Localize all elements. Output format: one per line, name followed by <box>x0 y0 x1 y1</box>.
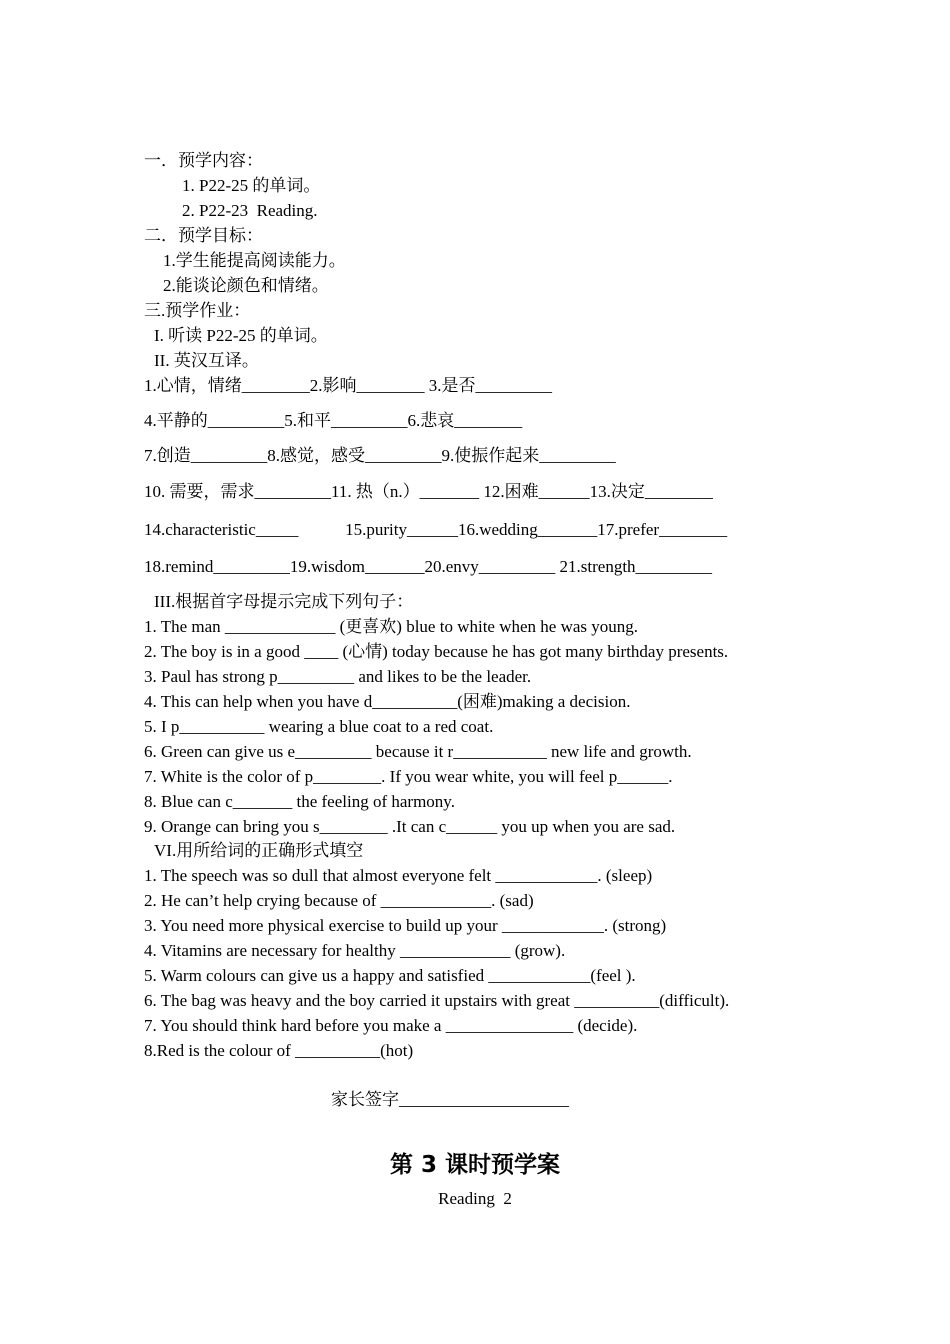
part4-sentence: 2. He can’t help crying because of _____________. (sad) <box>144 891 534 910</box>
part3-sentence: 7. White is the color of p________. If you wear white, you will feel p______. <box>144 767 673 786</box>
part3-sentence: 8. Blue can c_______ the feeling of harmony. <box>144 792 455 811</box>
vocab-row: 4.平静的_________5.和平_________6.悲哀________ <box>144 411 523 430</box>
part3-sentence: 6. Green can give us e_________ because it r___________ new life and growth. <box>144 742 692 761</box>
part4-sentence: 7. You should think hard before you make a _______________ (decide). <box>144 1016 638 1035</box>
section2-item: 1.学生能提高阅读能力。 <box>163 251 346 270</box>
section2-heading: 二．预学目标： <box>144 226 263 245</box>
vocab-row: 18.remind_________19.wisdom_______20.envy_________ 21.strength_________ <box>144 557 713 576</box>
section1-heading: 一．预学内容： <box>144 151 263 170</box>
vocab-row: 10. 需要，需求_________11. 热（n.）_______ 12.困难______13.决定________ <box>144 482 713 501</box>
part3-sentence: 1. The man _____________ (更喜欢) blue to white when he was young. <box>144 617 639 636</box>
part4-sentence: 1. The speech was so dull that almost everyone felt ____________. (sleep) <box>144 866 653 885</box>
part3-sentence: 4. This can help when you have d__________(困难)making a decision. <box>144 692 631 711</box>
section2-item: 2.能谈论颜色和情绪。 <box>163 276 329 295</box>
vocab-row: 7.创造_________8.感觉，感受_________9.使振作起来_________ <box>144 446 616 465</box>
section3-part2: II. 英汉互译。 <box>154 351 259 370</box>
vocab-row: 1.心情，情绪________2.影响________ 3.是否_________ <box>144 376 552 395</box>
part4-sentence: 8.Red is the colour of __________(hot) <box>144 1041 414 1060</box>
part4-sentence: 6. The bag was heavy and the boy carried it upstairs with great __________(difficult). <box>144 991 730 1010</box>
section3-part1: I. 听读 P22-25 的单词。 <box>154 326 328 345</box>
section3-heading: 三.预学作业： <box>144 301 251 320</box>
page-subtitle: Reading 2 <box>438 1189 512 1208</box>
part3-sentence: 5. I p__________ wearing a blue coat to a red coat. <box>144 717 494 736</box>
page-title: 第 3 课时预学案 <box>389 1152 561 1178</box>
part3-sentence: 3. Paul has strong p_________ and likes to be the leader. <box>144 667 532 686</box>
part4-heading: VI.用所给词的正确形式填空 <box>154 841 364 860</box>
section1-item: 1. P22-25 的单词。 <box>182 176 321 195</box>
part3-sentence: 2. The boy is in a good ____ (心情) today because he has got many birthday presents. <box>144 642 729 661</box>
part4-sentence: 4. Vitamins are necessary for healthy _____________ (grow). <box>144 941 566 960</box>
part3-sentence: 9. Orange can bring you s________ .It can c______ you up when you are sad. <box>144 817 676 836</box>
vocab-row: 14.characteristic_____ 15.purity______16.wedding_______17.prefer________ <box>144 520 728 539</box>
part4-sentence: 3. You need more physical exercise to build up your ____________. (strong) <box>144 916 667 935</box>
part3-heading: III.根据首字母提示完成下列句子： <box>154 592 414 611</box>
section1-item: 2. P22-23 Reading. <box>182 201 318 220</box>
parent-signature: 家长签字____________________ <box>331 1090 569 1109</box>
part4-sentence: 5. Warm colours can give us a happy and satisfied ____________(feel ). <box>144 966 636 985</box>
